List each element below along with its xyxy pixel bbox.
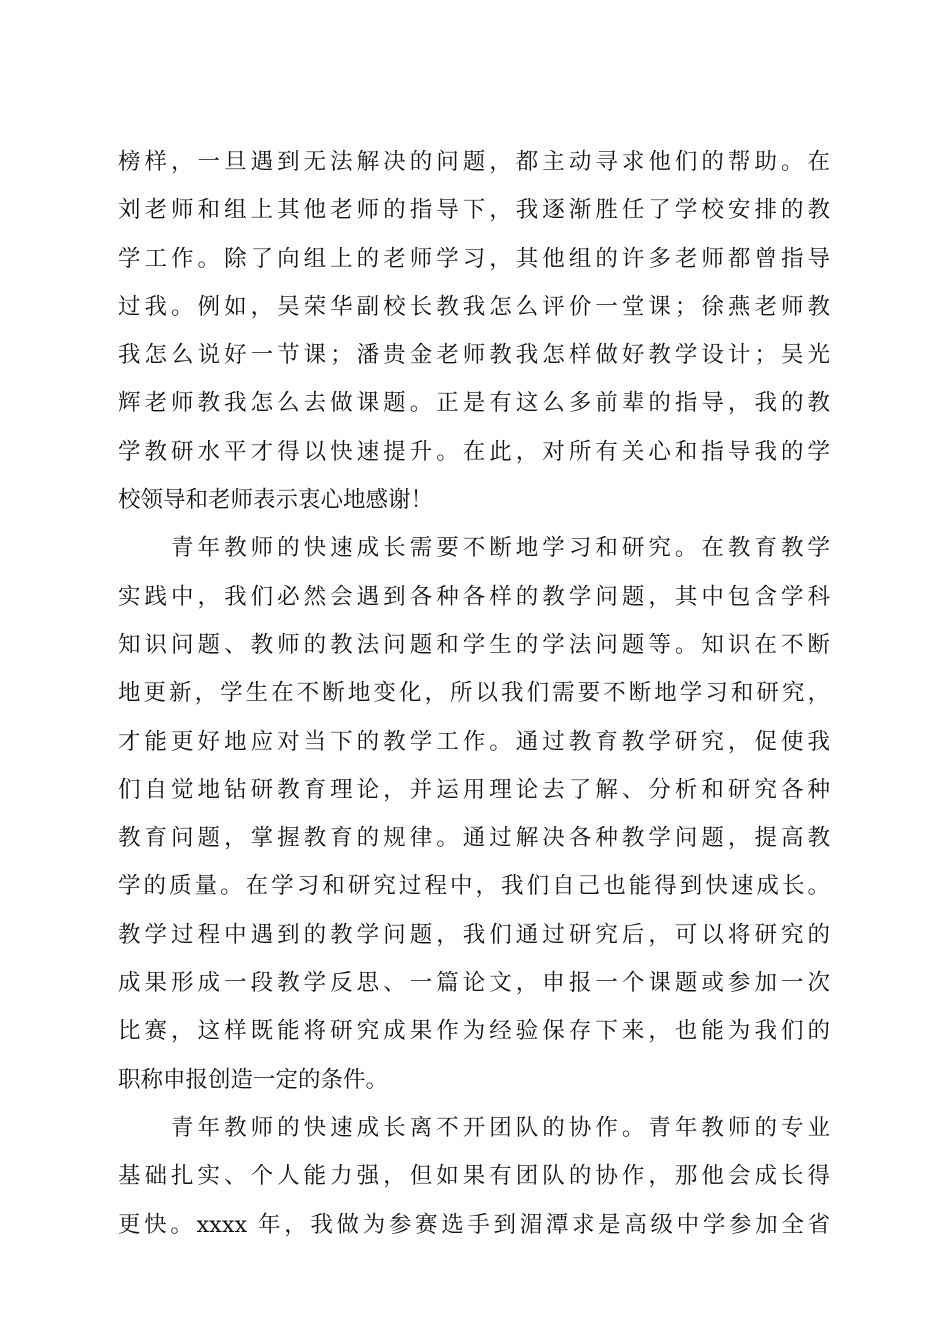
- text-line: 辉老师教我怎么去做课题。正是有这么多前辈的指导，我的教: [118, 390, 830, 417]
- text-line: 职称申报创造一定的条件。: [118, 1066, 389, 1093]
- text-line: 校领导和老师表示衷心地感谢！: [118, 487, 434, 514]
- text-line: 教学过程中遇到的教学问题，我们通过研究后，可以将研究的: [118, 921, 830, 948]
- text-line: 青年教师的快速成长离不开团队的协作。青年教师的专业: [118, 1114, 830, 1141]
- text-line: 学教研水平才得以快速提升。在此，对所有关心和指导我的学: [118, 438, 830, 465]
- text-line: 学工作。除了向组上的老师学习，其他组的许多老师都曾指导: [118, 245, 830, 272]
- paragraph-1: [118, 138, 830, 524]
- text-line: 榜样，一旦遇到无法解决的问题，都主动寻求他们的帮助。在: [118, 149, 830, 175]
- text-line: 们自觉地钻研教育理论，并运用理论去了解、分析和研究各种: [118, 776, 830, 803]
- text-line: 实践中，我们必然会遇到各种各样的教学问题，其中包含学科: [118, 583, 830, 610]
- text-line: 知识问题、教师的教法问题和学生的学法问题等。知识在不断: [118, 631, 830, 658]
- text-line: 过我。例如，吴荣华副校长教我怎么评价一堂课；徐燕老师教: [118, 293, 830, 320]
- text-line: 基础扎实、个人能力强，但如果有团队的协作，那他会成长得: [118, 1163, 830, 1190]
- text-line: 我怎么说好一节课；潘贵金老师教我怎样做好教学设计；吴光: [118, 342, 830, 369]
- text-line: 更快。xxxx 年，我做为参赛选手到湄潭求是高级中学参加全省: [118, 1211, 830, 1238]
- text-line: 刘老师和组上其他老师的指导下，我逐渐胜任了学校安排的教: [118, 197, 830, 224]
- text-line: 教育问题，掌握教育的规律。通过解决各种教学问题，提高教: [118, 825, 830, 852]
- paragraph-3: [118, 1104, 830, 1249]
- text-line: 才能更好地应对当下的教学工作。通过教育教学研究，促使我: [118, 728, 830, 755]
- text-line: 青年教师的快速成长需要不断地学习和研究。在教育教学: [118, 535, 830, 562]
- text-line: 成果形成一段教学反思、一篇论文，申报一个课题或参加一次: [118, 970, 830, 997]
- paragraph-2: [118, 524, 830, 1104]
- text-line: 比赛，这样既能将研究成果作为经验保存下来，也能为我们的: [118, 1018, 830, 1045]
- text-line: 地更新，学生在不断地变化，所以我们需要不断地学习和研究，: [118, 680, 830, 707]
- text-line: 学的质量。在学习和研究过程中，我们自己也能得到快速成长。: [118, 873, 830, 900]
- body-text: [118, 138, 830, 1249]
